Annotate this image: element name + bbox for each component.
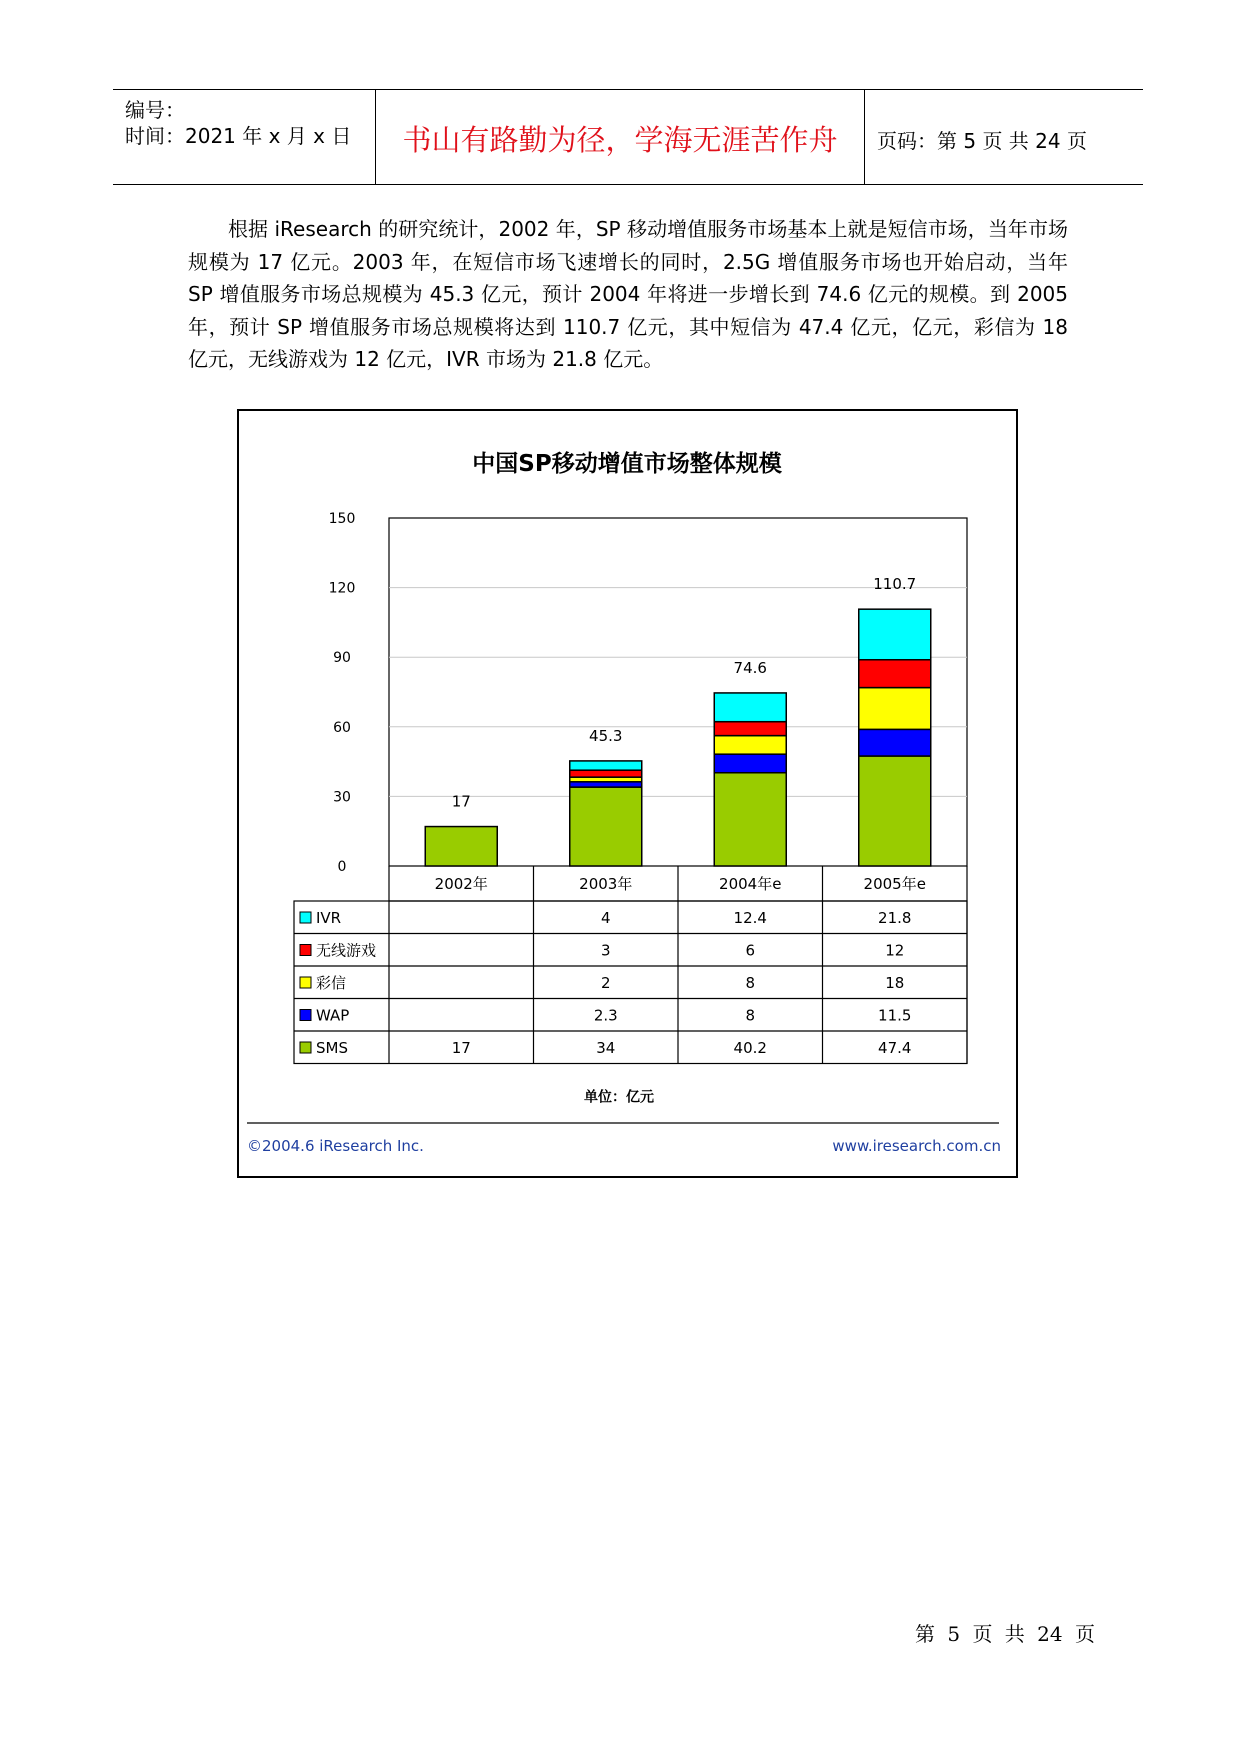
y-tick-label: 0 bbox=[337, 859, 347, 875]
header-middle-cell bbox=[375, 90, 865, 184]
chart-source-url: www.iresearch.com.cn bbox=[832, 1137, 1001, 1155]
table-cell-value: 4 bbox=[600, 909, 611, 927]
legend-label: IVR bbox=[316, 909, 342, 927]
chart-copyright: ©2004.6 iResearch Inc. bbox=[247, 1137, 424, 1155]
bar-segment bbox=[570, 787, 642, 866]
bar-segment bbox=[714, 736, 786, 755]
bar-segment bbox=[570, 761, 642, 770]
legend-label: 无线游戏 bbox=[316, 941, 377, 960]
legend-swatch bbox=[300, 1042, 311, 1053]
chart-figure bbox=[237, 409, 1018, 1178]
table-cell-value: 12 bbox=[885, 941, 905, 960]
document-time-label: 时间：2021 年 x 月 x 日 bbox=[125, 124, 352, 148]
table-cell-value: 17 bbox=[451, 1039, 471, 1057]
bar-segment bbox=[859, 688, 931, 730]
bar-segment bbox=[714, 722, 786, 736]
page-footer: 第 5 页 共 24 页 bbox=[915, 1622, 1095, 1646]
bar-segment bbox=[859, 609, 931, 660]
header-right-cell bbox=[865, 90, 1143, 184]
table-cell-value: 3 bbox=[600, 941, 611, 960]
table-cell-value: 2 bbox=[600, 974, 611, 992]
unit-note: 单位：亿元 bbox=[584, 1089, 654, 1106]
bar-total-label: 45.3 bbox=[589, 726, 623, 745]
table-cell-value: 12.4 bbox=[733, 909, 767, 927]
chart-title: 中国SP移动增值市场整体规模 bbox=[472, 451, 782, 477]
legend-label: SMS bbox=[316, 1039, 348, 1057]
header-left-cell bbox=[113, 90, 375, 184]
data-table bbox=[294, 901, 967, 1064]
legend-swatch bbox=[300, 945, 311, 956]
legend-swatch bbox=[300, 977, 311, 988]
legend-label: 彩信 bbox=[316, 974, 347, 992]
table-cell-value: 2.3 bbox=[593, 1006, 618, 1025]
header-motto: 书山有路勤为径，学海无涯苦作舟 bbox=[402, 123, 838, 157]
x-category-label: 2003年 bbox=[579, 875, 633, 893]
table-cell-value: 18 bbox=[885, 974, 905, 992]
table-cell-value: 34 bbox=[596, 1039, 616, 1057]
header-page-info: 页码：第 5 页 共 24 页 bbox=[877, 129, 1087, 153]
table-cell-value: 40.2 bbox=[733, 1039, 767, 1057]
stacked-bar-chart bbox=[239, 411, 1016, 1176]
y-tick-label: 150 bbox=[328, 511, 356, 527]
page-header bbox=[113, 89, 1143, 185]
bar-segment bbox=[714, 693, 786, 722]
legend-swatch bbox=[300, 1010, 311, 1021]
table-cell-value: 21.8 bbox=[878, 909, 912, 927]
table-cell-value: 11.5 bbox=[878, 1006, 912, 1025]
bar-segment bbox=[714, 754, 786, 773]
x-category-label: 2002年 bbox=[434, 875, 488, 893]
bar-segment bbox=[570, 782, 642, 787]
table-cell-value: 8 bbox=[745, 1006, 756, 1025]
y-tick-label: 90 bbox=[333, 650, 351, 667]
table-cell-value: 47.4 bbox=[878, 1039, 912, 1057]
bar-total-label: 17 bbox=[451, 792, 471, 811]
legend-label: WAP bbox=[316, 1006, 350, 1025]
bar-segment bbox=[425, 827, 497, 866]
bar-segment bbox=[859, 660, 931, 688]
bar-total-label: 74.6 bbox=[733, 658, 767, 677]
table-cell-value: 8 bbox=[745, 974, 756, 992]
bar-segment bbox=[570, 770, 642, 777]
bar-segment bbox=[859, 756, 931, 866]
body-paragraph: 根据 iResearch 的研究统计，2002 年，SP 移动增值服务市场基本上就是短信市场，当年市场规模为 17 亿元。2003 年，在短信市场飞速增长的同时，2.5G 增值服务市场也开始启动，当年 SP 增值服务市场总规模为 45.3 亿元，预计 2004 年将进一步增长到 74.6 亿元的规模。到 2005 年，预计 SP 增值服务市场总规模将达到 110.7 亿元，其中短信为 47.4 亿元，亿元，彩信为 18 亿元，无线游戏为 12 亿元，IVR 市场为 21.8 亿元。 bbox=[188, 217, 1068, 371]
bar-segment bbox=[714, 773, 786, 866]
x-category-label: 2004年e bbox=[719, 875, 782, 893]
x-category-label: 2005年e bbox=[863, 875, 926, 893]
y-tick-label: 120 bbox=[328, 580, 356, 597]
document-number-label: 编号： bbox=[125, 98, 185, 122]
table-cell-value: 6 bbox=[745, 941, 756, 960]
bar-segment bbox=[859, 729, 931, 756]
legend-swatch bbox=[300, 912, 311, 923]
y-tick-label: 30 bbox=[333, 789, 351, 806]
bar-total-label: 110.7 bbox=[873, 575, 917, 594]
y-tick-label: 60 bbox=[333, 719, 351, 736]
